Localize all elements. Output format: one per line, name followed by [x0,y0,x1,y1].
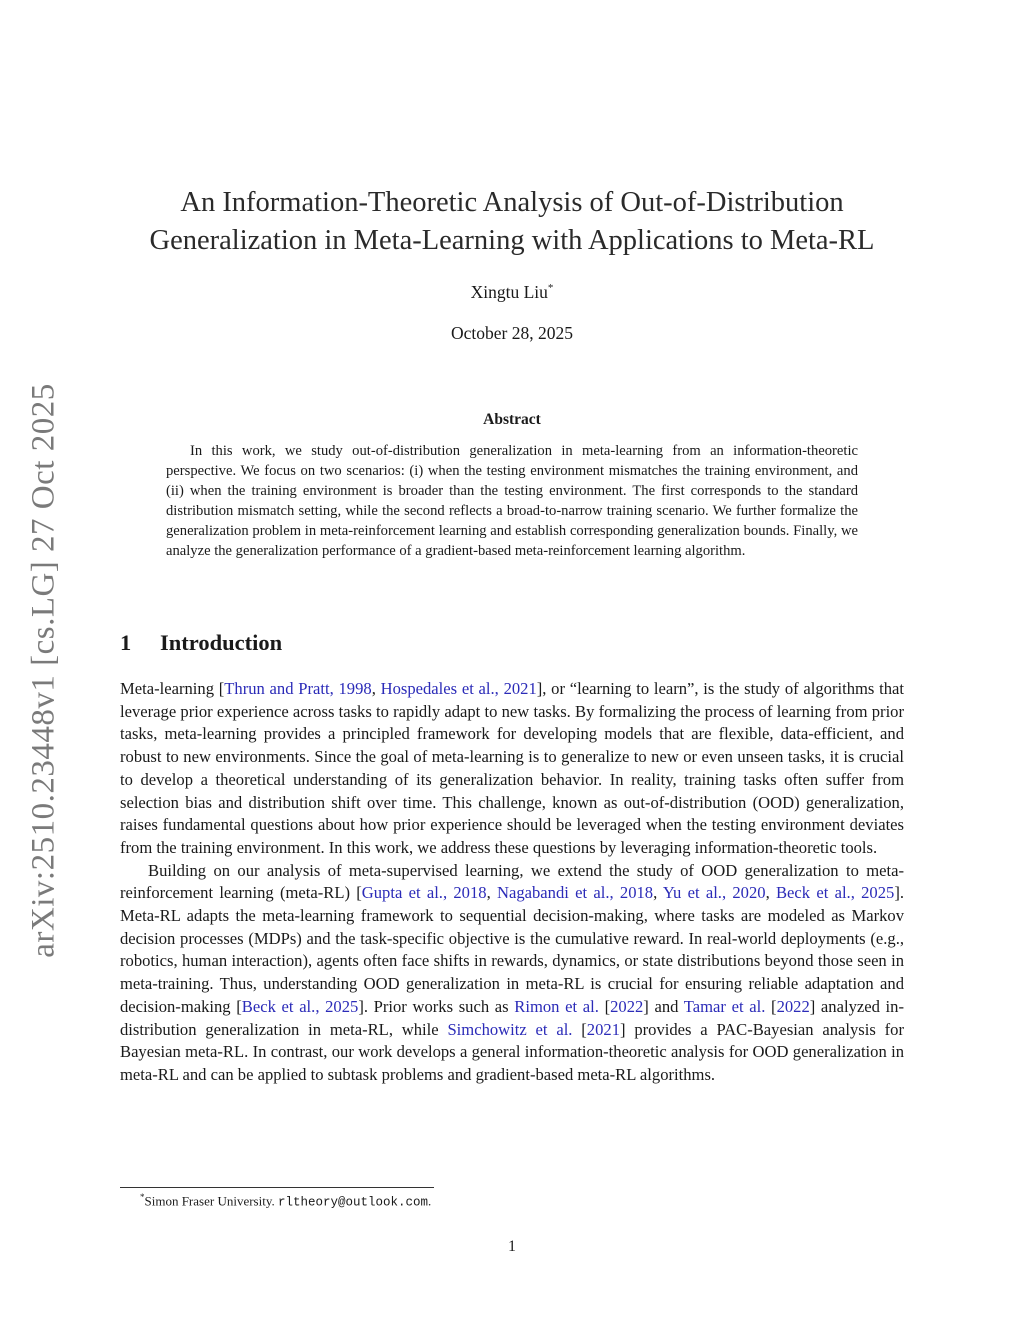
author [120,282,904,303]
text-run: ] provides a PAC-Bayesian analysis for Bayesian meta-RL. In contrast, our work develops a general information-theoretic analysis for OOD generalization in meta-RL and can be applied to subtask problems and gradient-based meta-RL algorithms. [120,1019,904,1084]
abstract-text: In this work, we study out-of-distribution generalization in meta-learning from an information-theoretic perspective. We focus on two scenarios: (i) when the testing environment mismatches the training environment, and (ii) when the training environment is broader than the testing environment. The first corresponds to the standard distribution mismatch setting, while the second reflects a broad-to-narrow training scenario. We further formalize the generalization problem in meta-reinforcement learning and establish corresponding generalization bounds. Finally, we analyze the generalization performance of a gradient-based meta-reinforcement learning algorithm. [166,443,858,559]
text-run: [ [765,996,777,1016]
section-number: 1 [120,630,132,655]
footnote [140,1192,431,1209]
citation-link[interactable]: Thrun and Pratt, 1998 [224,679,372,698]
text-run: , [653,883,663,903]
title-line-2: Generalization in Meta-Learning with Applications to Meta-RL [149,225,875,256]
text-run: ] and [643,996,684,1016]
author-footnote-mark: * [547,282,554,295]
footnote-end: . [428,1193,432,1209]
title-line-1: An Information-Theoretic Analysis of Out-of-Distribution [180,187,844,218]
text-run: Building on our analysis of meta-supervised learning, we extend the study of OOD generalization to meta-reinforcement learning (meta-RL) [ [120,860,904,903]
publication-date: October 28, 2025 [451,323,573,343]
citation-link[interactable]: Simchowitz et al. [447,1019,573,1039]
citation-link[interactable]: Beck et al., 2025 [241,996,359,1016]
footnote-email[interactable]: rltheory@outlook.com [277,1195,429,1210]
citation-link[interactable]: Beck et al., 2025 [775,883,895,903]
section-title: Introduction [160,630,283,655]
text-run: ], or “learning to learn”, is the study of algorithms that leverage prior experience across tasks to rapidly adapt to new tasks. By formalizing the process of learning from prior tasks, meta-learning provides a principled framework for developing models that are flexible, data-efficient, and robust to new environments. Since the goal of meta-learning is to generalize to new or even unseen tasks, it is crucial to develop a theoretical understanding of its generalization behavior. In reality, training tasks often suffer from selection bias and distribution shift over time. This challenge, known as out-of-distribution (OOD) generalization, raises fundamental questions about how prior experience should be leveraged when the testing environment deviates from the training environment. In this work, we address these questions by leveraging information-theoretic tools. [120,679,904,857]
author-name: Xingtu Liu [470,282,548,302]
paragraph-2 [120,860,904,1087]
footnote-divider [120,1187,434,1188]
citation-link[interactable]: Gupta et al., 2018 [361,883,487,903]
citation-link[interactable]: Nagabandi et al., 2018 [496,883,654,903]
text-run: Meta-learning [ [120,679,225,698]
text-run: , [765,883,776,903]
arxiv-identifier: arXiv:2510.23448v1 [cs.LG] 27 Oct 2025 [25,382,62,958]
abstract-heading: Abstract [483,411,541,428]
citation-link[interactable]: Rimon et al. [514,996,599,1016]
citation-link[interactable]: Hospedales et al., 2021 [380,679,537,698]
citation-link[interactable]: 2021 [586,1019,620,1039]
text-run: ]. Prior works such as [358,996,515,1016]
citation-link[interactable]: 2022 [610,996,644,1016]
text-run: [ [572,1019,587,1039]
text-run: ] analyzed in-distribution generalization in meta-RL, while [120,996,904,1039]
paper-title [120,184,904,260]
text-run: ]. Meta-RL adapts the meta-learning framework to sequential decision-making, where tasks are modeled as Markov decision processes (MDPs) and the task-specific objective is the cumulative reward. In real-world deployments (e.g., robotics, human interaction), agents often face shifts in rewards, dynamics, or state distributions beyond those seen in meta-training. Thus, understanding OOD generalization in meta-RL is crucial for ensuring reliable adaptation and decision-making [ [120,883,904,1016]
paragraph-1 [120,678,904,860]
arxiv-stamp [22,380,66,960]
citation-link[interactable]: Tamar et al. [683,996,766,1016]
citation-link[interactable]: Yu et al., 2020 [662,883,766,903]
introduction-body [120,678,904,1087]
page-number: 1 [508,1238,516,1255]
citation-link[interactable]: 2022 [776,996,810,1016]
text-run: , [486,883,497,903]
footnote-affiliation: Simon Fraser University. [144,1193,278,1209]
footnote-mark: * [140,1192,145,1202]
text-run: , [371,679,381,698]
section-heading [120,630,282,656]
text-run: [ [598,996,611,1016]
